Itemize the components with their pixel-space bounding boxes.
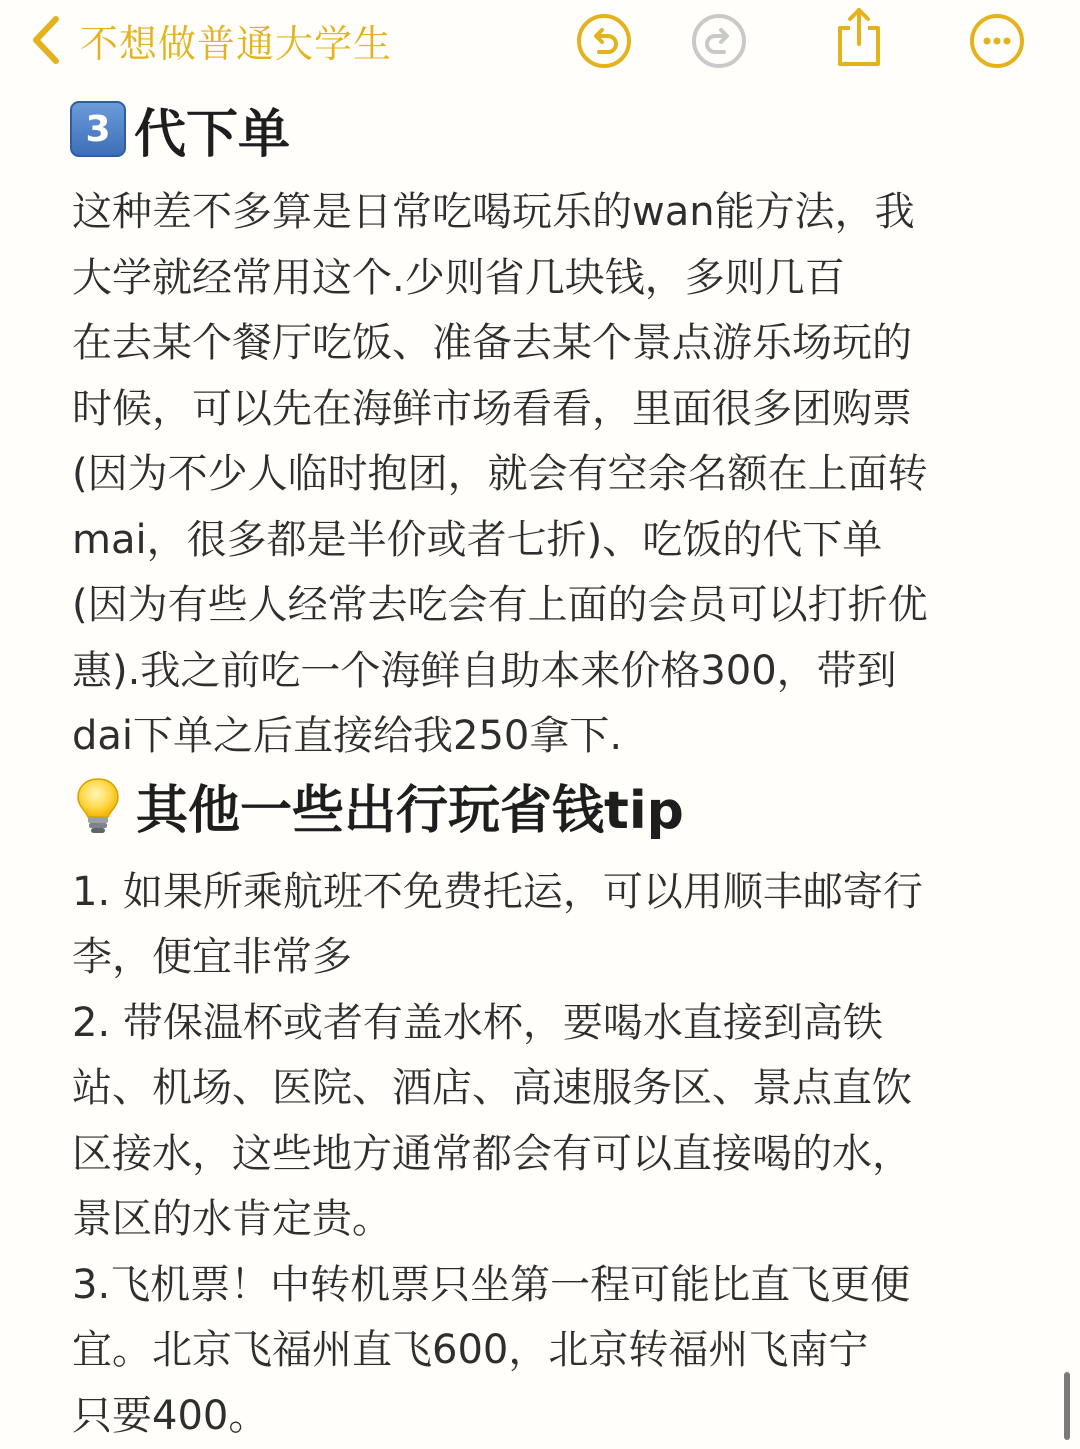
text-line: (因为有些人经常去吃会有上面的会员可以打折优 (72, 573, 1012, 639)
undo-icon[interactable] (575, 12, 633, 70)
text-line: 这种差不多算是日常吃喝玩乐的wan能方法，我 (72, 180, 1012, 246)
text-line: 时候，可以先在海鲜市场看看，里面很多团购票 (72, 377, 1012, 443)
text-line: dai下单之后直接给我250拿下. (72, 704, 1012, 770)
share-icon[interactable] (830, 6, 888, 64)
text-line: 2. 带保温杯或者有盖水杯，要喝水直接到高铁 (72, 991, 1012, 1057)
tips-list (72, 860, 1012, 1449)
light-bulb-icon (70, 775, 126, 837)
text-line: 宜。北京飞福州直飞600，北京转福州飞南宁 (72, 1318, 1012, 1384)
text-line: 在去某个餐厅吃饭、准备去某个景点游乐场玩的 (72, 311, 1012, 377)
note-body[interactable] (72, 94, 1012, 1449)
text-line: 3.飞机票！中转机票只坐第一程可能比直飞更便 (72, 1253, 1012, 1319)
text-line: 只要400。 (72, 1384, 1012, 1449)
keycap-number-icon: 3 (70, 101, 126, 157)
redo-icon[interactable] (690, 12, 748, 70)
section-heading-1 (70, 94, 1012, 164)
section-title-2: 其他一些出行玩省钱tip (136, 768, 684, 843)
notes-toolbar (0, 0, 1080, 80)
text-line: 景区的水肯定贵。 (72, 1187, 1012, 1253)
section-heading-2 (70, 772, 1012, 840)
more-icon[interactable] (968, 12, 1026, 70)
text-line: 站、机场、医院、酒店、高速服务区、景点直饮 (72, 1056, 1012, 1122)
back-label: 不想做普通大学生 (80, 13, 392, 68)
text-line: 大学就经常用这个.少则省几块钱，多则几百 (72, 246, 1012, 312)
chevron-left-icon (30, 15, 62, 65)
back-button[interactable] (30, 10, 392, 70)
section-paragraph-1 (72, 180, 1012, 770)
text-line: mai，很多都是半价或者七折)、吃饭的代下单 (72, 508, 1012, 574)
text-line: 惠).我之前吃一个海鲜自助本来价格300，带到 (72, 639, 1012, 705)
text-line: (因为不少人临时抱团，就会有空余名额在上面转 (72, 442, 1012, 508)
scroll-indicator[interactable] (1064, 1372, 1070, 1440)
text-line: 区接水，这些地方通常都会有可以直接喝的水， (72, 1122, 1012, 1188)
section-title-1: 代下单 (134, 92, 290, 167)
text-line: 1. 如果所乘航班不免费托运，可以用顺丰邮寄行 (72, 860, 1012, 926)
text-line: 李，便宜非常多 (72, 925, 1012, 991)
